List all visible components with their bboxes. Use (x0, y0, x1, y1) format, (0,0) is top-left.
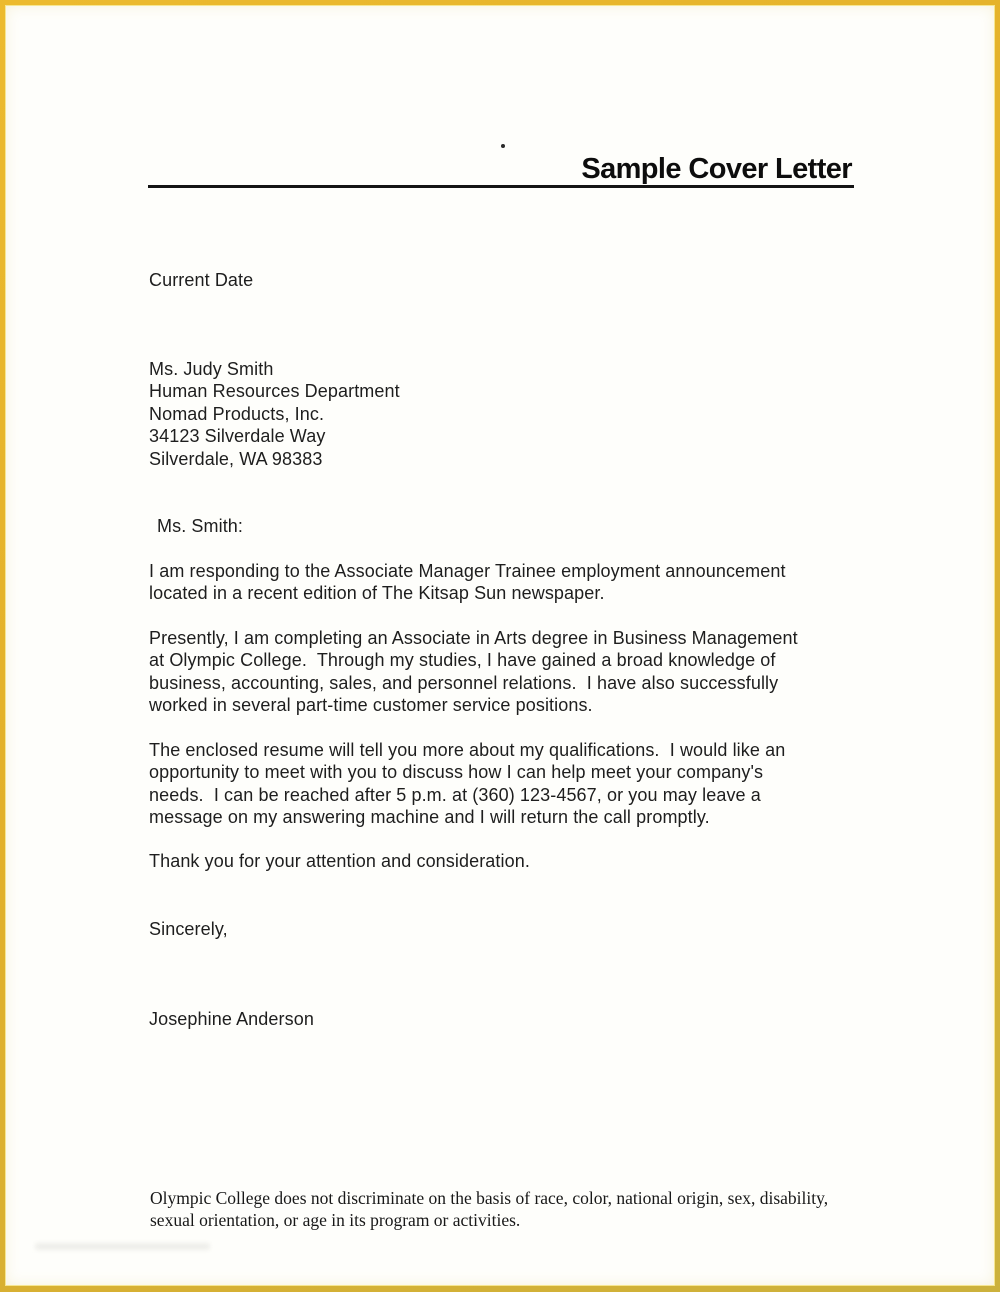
signature-name: Josephine Anderson (149, 1009, 314, 1029)
faded-watermark (35, 1243, 210, 1250)
letter-paper (5, 5, 995, 1286)
text-line: worked in several part-time customer service positions. (149, 695, 593, 716)
text-line: located in a recent edition of The Kitsap Sun newspaper. (149, 583, 605, 604)
thanks-line: Thank you for your attention and consideration. (149, 851, 530, 871)
text-line: Ms. Judy Smith (149, 359, 274, 379)
text-line: opportunity to meet with you to discuss how I can help meet your company's (149, 762, 764, 783)
text-line: Presently, I am completing an Associate in Arts degree in Business Management (149, 628, 798, 648)
text-line: needs. I can be reached after 5 p.m. at (360) 123-4567, or you may leave a (149, 784, 761, 805)
text-line: Human Resources Department (149, 381, 400, 402)
body-paragraph-2 (149, 627, 798, 717)
text-line: business, accounting, sales, and personnel relations. I have also successfully (149, 672, 779, 693)
salutation-line: Ms. Smith: (157, 516, 244, 536)
body-paragraph-1 (149, 560, 786, 605)
text-line: 34123 Silverdale Way (149, 426, 326, 447)
title-underline-rule (148, 185, 854, 188)
text-line: I am responding to the Associate Manager Trainee employment announcement (149, 561, 786, 581)
text-line: Nomad Products, Inc. (149, 403, 325, 424)
text-line: message on my answering machine and I will return the call promptly. (149, 807, 710, 828)
body-paragraph-3 (149, 739, 785, 829)
recipient-address-block (149, 358, 400, 470)
page-title: Sample Cover Letter (581, 153, 852, 185)
closing-line: Sincerely, (149, 919, 228, 939)
text-line: sexual orientation, or age in its program or activities. (150, 1210, 521, 1230)
text-line: The enclosed resume will tell you more about my qualifications. I would like an (149, 740, 786, 760)
text-line: Olympic College does not discriminate on the basis of race, color, national origin, sex, disability, (150, 1188, 829, 1208)
text-line: at Olympic College. Through my studies, I have gained a broad knowledge of (149, 650, 776, 671)
stray-ink-dot (501, 144, 505, 148)
nondiscrimination-footer (150, 1187, 828, 1231)
current-date-line: Current Date (149, 270, 254, 290)
text-line: Silverdale, WA 98383 (149, 448, 323, 469)
